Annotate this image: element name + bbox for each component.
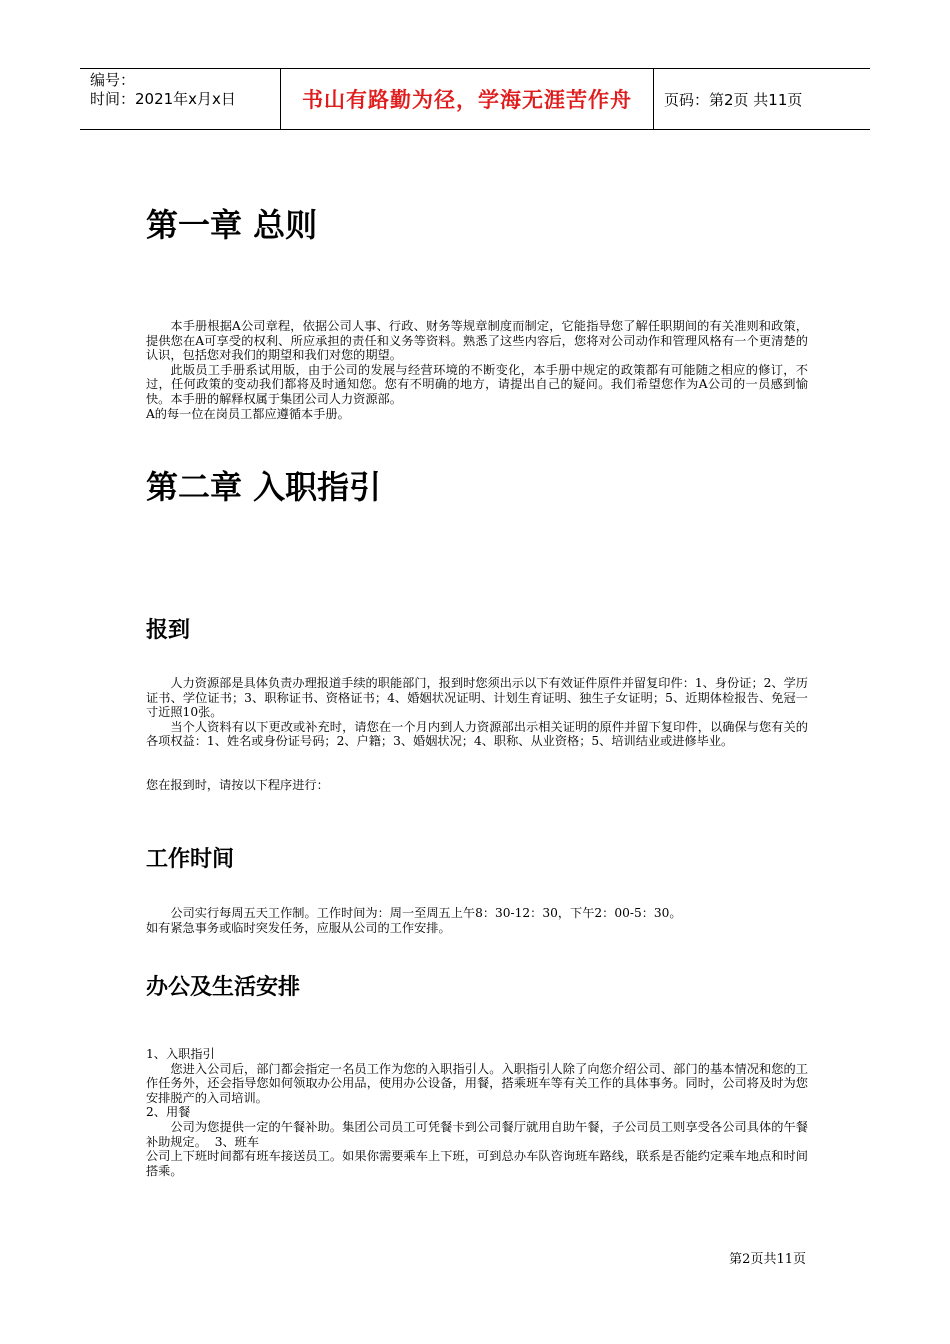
section-worktime-text [146, 906, 808, 935]
page-footer: 第2页共11页 [729, 1252, 806, 1267]
page-header [80, 68, 870, 130]
lunch-text: 公司为您提供一定的午餐补助。集团公司员工可凭餐卡到公司餐厅就用自助午餐，子公司员工则享受各公司具体的午餐补助规定。 [146, 1119, 808, 1149]
worktime-paragraph: 如有紧急事务或临时突发任务，应服从公司的工作安排。 [146, 920, 451, 935]
chapter-1-paragraph: A的每一位在岗员工都应遵循本手册。 [146, 406, 350, 421]
document-number-label: 编号： [90, 71, 136, 89]
header-page-info: 页码：第2页 共11页 [664, 90, 803, 109]
section-office-title: 办公及生活安排 [146, 975, 301, 1000]
document-time-label: 时间：2021年x月x日 [90, 90, 236, 108]
report-paragraph: 当个人资料有以下更改或补充时，请您在一个月内到人力资源部出示相关证明的原件并留下复印件，以确保与您有关的各项权益：1、姓名或身份证号码；2、户籍；3、婚姻状况；4、职称、从业资格；5、培训结业或进修毕业。 [146, 719, 808, 749]
office-item-title: 1、入职指引 [146, 1047, 215, 1061]
header-meta [80, 69, 281, 129]
office-item-body: 公司上下班时间都有班车接送员工。如果你需要乘车上下班，可到总办车队咨询班车路线，联系是否能约定乘车地点和时间搭乘。 [146, 1149, 808, 1178]
worktime-paragraph: 公司实行每周五天工作制。工作时间为：周一至周五上午8：30-12：30，下午2：00-5：30。 [170, 906, 682, 920]
section-worktime-title: 工作时间 [146, 847, 235, 872]
chapter-1-title: 第一章 总则 [146, 206, 318, 244]
office-item-title: 3、班车 [214, 1134, 260, 1149]
chapter-2-title: 第二章 入职指引 [146, 468, 382, 506]
office-item-body [146, 1120, 808, 1149]
section-report-text [146, 676, 808, 749]
office-item-body: 您进入公司后，部门都会指定一名员工作为您的入职指引人。入职指引人除了向您介绍公司、部门的基本情况和您的工作任务外，还会指导您如何领取办公用品，使用办公设备，用餐，搭乘班车等有关工作的具体事务。同时，公司将及时为您安排脱产的入司培训。 [146, 1061, 808, 1105]
chapter-1-paragraph: 本手册根据A公司章程，依据公司人事、行政、财务等规章制度而制定，它能指导您了解任职期间的有关准则和政策，提供您在A可享受的权利、所应承担的责任和义务等资料。熟悉了这些内容后，您将对公司动作和管理风格有一个更清楚的认识，包括您对我们的期望和我们对您的期望。 [146, 319, 808, 363]
report-note: 您在报到时，请按以下程序进行： [146, 778, 329, 792]
section-report-title: 报到 [146, 618, 191, 643]
office-item-title: 2、用餐 [146, 1105, 191, 1120]
header-motto: 书山有路勤为径，学海无涯苦作舟 [281, 69, 654, 129]
chapter-1-text [146, 319, 808, 421]
section-office-text [146, 1047, 808, 1178]
report-paragraph: 人力资源部是具体负责办理报道手续的职能部门，报到时您须出示以下有效证件原件并留复印件：1、身份证；2、学历证书、学位证书；3、职称证书、资格证书；4、婚姻状况证明、计划生育证明、独生子女证明；5、近期体检报告、免冠一寸近照10张。 [146, 676, 808, 720]
chapter-1-paragraph: 此版员工手册系试用版，由于公司的发展与经营环境的不断变化，本手册中规定的政策都有可能随之相应的修订，不过，任何政策的变动我们都将及时通知您。您有不明确的地方，请提出自己的疑问。我们希望您作为A公司的一员感到愉快。本手册的解释权属于集团公司人力资源部。 [146, 362, 808, 406]
